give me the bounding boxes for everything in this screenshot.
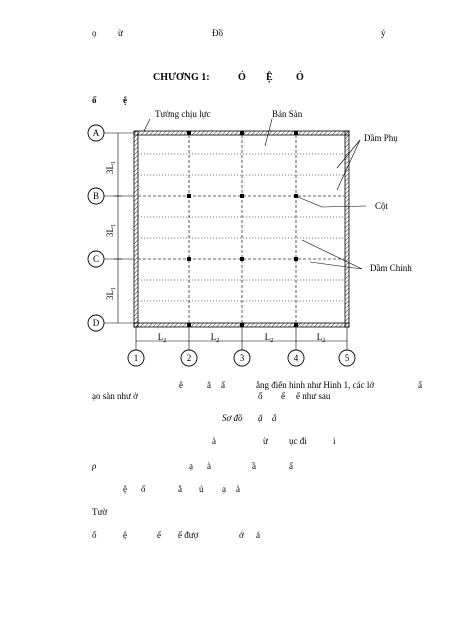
chapter-title: CHƯƠNG 1:: [153, 72, 210, 83]
col-axis-label: 1: [133, 353, 139, 363]
secondary-beams: [138, 154, 345, 301]
body-text: ổ: [258, 391, 263, 401]
span-label-horizontal: $L_2$: [264, 332, 274, 344]
body-text: ế đượ: [178, 530, 199, 540]
span-label-vertical: $3L_1$: [105, 224, 117, 237]
figure-caption: ặ: [258, 413, 263, 423]
body-text: ừ: [263, 436, 268, 446]
body-text: ệ: [123, 484, 127, 494]
body-text: à: [207, 461, 211, 471]
body-text: á: [256, 530, 260, 540]
header-char: ừ: [118, 28, 123, 38]
body-text: ẩ: [289, 461, 293, 471]
figure-caption: Sơ đồ: [222, 413, 243, 423]
col-axis-label: 4: [293, 353, 299, 363]
label-main-beam: Dầm Chính: [370, 263, 412, 273]
body-text: Tườ: [92, 507, 108, 517]
header-title: Đồ: [212, 28, 223, 38]
span-label-horizontal: $L_2$: [157, 332, 167, 344]
body-text: ố: [92, 530, 97, 540]
figure-caption: ắ: [272, 413, 277, 423]
label-column: Cột: [375, 201, 389, 211]
body-text: â: [207, 380, 211, 390]
row-axis-label: D: [92, 318, 100, 328]
main-beams-horizontal: [138, 196, 345, 259]
body-text: ầ: [252, 461, 256, 471]
chapter-title-char: Ó: [238, 72, 246, 83]
body-text: à: [212, 436, 216, 446]
header-char: ọ: [92, 28, 97, 38]
row-axis-label: C: [92, 254, 100, 264]
body-text: ê: [179, 380, 183, 390]
body-text: ẩ: [418, 380, 422, 390]
row-axis-label: B: [92, 191, 100, 201]
body-text: ẩ: [221, 380, 225, 390]
body-text: ớ: [239, 530, 244, 540]
body-text: ệ: [123, 530, 127, 540]
header-char: ý: [381, 28, 386, 38]
body-text: ế: [281, 391, 285, 401]
body-text: ủ: [199, 484, 204, 494]
body-text: ạ: [189, 461, 193, 471]
col-axis-label: 2: [186, 353, 192, 363]
body-text: ắ: [178, 484, 182, 494]
body-symbol: ρ: [92, 461, 97, 471]
body-text: i: [333, 436, 336, 446]
span-label-vertical: $3L_1$: [105, 161, 117, 174]
body-text: ạ: [222, 484, 226, 494]
body-text: ẳng điển hình như Hình 1, các lớ: [256, 380, 375, 390]
col-axis-label: 3: [239, 353, 245, 363]
label-bearing-wall: Tường chịu lực: [155, 109, 211, 119]
main-beams: [189, 135, 296, 323]
col-axis-label: 5: [344, 353, 350, 363]
body-text: ục đi: [289, 436, 307, 446]
body-text: à: [236, 484, 240, 494]
span-label-horizontal: $L_2$: [210, 332, 220, 344]
subheading-char: ố: [92, 95, 97, 105]
row-axis-bubbles: [88, 125, 104, 331]
body-text: ế như sau: [296, 391, 331, 401]
row-axis-label: A: [92, 128, 100, 138]
body-text: ố: [141, 484, 146, 494]
span-label-horizontal: $L_2$: [316, 332, 326, 344]
label-floor-slab: Bản Sàn: [272, 109, 303, 119]
label-secondary-beam: Dầm Phụ: [364, 133, 398, 143]
subheading-char: ệ: [123, 95, 127, 105]
chapter-title-char: Ệ: [266, 72, 273, 83]
chapter-title-char: Ó: [296, 72, 304, 83]
body-text: ế: [157, 530, 161, 540]
body-text: ạo sàn như ở: [92, 391, 138, 401]
columns: [187, 131, 298, 327]
span-label-vertical: $3L_1$: [105, 287, 117, 300]
bearing-wall: [134, 131, 349, 327]
